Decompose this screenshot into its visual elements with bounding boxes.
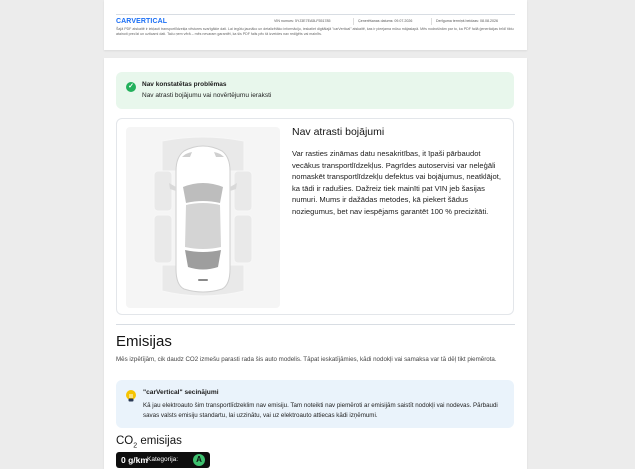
damage-title: Nav atrasti bojājumi xyxy=(292,126,385,138)
section-divider xyxy=(116,324,515,325)
carvertical-verdict-box xyxy=(116,380,514,428)
verdict-text: Kā jau elektroauto šim transportlīdzeklim nav emisiju. Tam noteikti nav piemēroti ar emisijām saistīt nodokļi vai nodevas. Pārbaudi savas valsts emisiju standartu, lai uzzinātu, vai uz elektroauto attiecas kādi izņēmumi. xyxy=(143,402,498,419)
category-label: Kategorija: xyxy=(147,456,179,463)
car-top-view-icon xyxy=(126,127,280,308)
expiry-value: 08.08.2026 xyxy=(479,19,498,23)
co2-value: 0 g/km xyxy=(121,455,148,465)
generated-label: Ģenerēšanas datums: xyxy=(358,19,394,23)
damage-description: Var rasties zināmas datu nesakritības, it īpaši pārbaudot vecākus transportlīdzekļus. Pagrīdes autoservisi var neleģāli nomaskēt transportlīdzekļu defektus vai bojājumus, neatklājot, ka tādi ir radušies. Dažreiz tiek mainīti pat VIN jeb šasijas numuri. Mums ir dažādas metodes, kā piekert šādus noziegumus, bet nav iespējams garantēt 100 % precizitāti. xyxy=(292,149,501,216)
damage-card xyxy=(116,118,514,315)
expiry-label: Derīguma termiņš beidzas: xyxy=(436,19,479,23)
pdf-page-content xyxy=(104,58,527,469)
check-circle-icon: ✓ xyxy=(126,82,136,92)
co2-badge xyxy=(116,452,210,468)
top-divider xyxy=(116,14,515,15)
category-letter: A xyxy=(193,454,205,466)
alert-title: Nav konstatētas problēmas xyxy=(142,81,227,88)
expiry-info xyxy=(436,19,498,23)
pdf-page-header xyxy=(104,0,527,50)
vin-value: 5YJ3E7EA5LF551785 xyxy=(294,19,331,23)
car-diagram xyxy=(126,127,280,308)
lightbulb-icon xyxy=(125,389,137,403)
emissions-title: Emisijas xyxy=(116,333,172,350)
vin-info xyxy=(274,19,331,23)
emissions-description: Mēs izpētījām, cik daudz CO2 izmešu parasti rada šis auto modelis. Tāpat ieskatījāmies, kādi nodokļi vai samaksa var tā dēļ tikt piemērota. xyxy=(116,356,497,363)
alert-text: Nav atrasti bojājumu vai novērtējumu ieraksti xyxy=(142,92,272,99)
generated-info xyxy=(358,19,412,23)
disclaimer-text: Šajā PDF atskaitē ir iekļauti transportlīdzekļa vēstures svarīgākie dati. Lai iegūtu jaunāko un detalizētāko informāciju, ieskatiet digitālajā "carVertical" atskaitē, kas ir pieejama mūsu mājaslapā. Mēs nodrošinām par to, ka PDF failā ģenerācijas brīdī tiktu atainoti precīzi un uzticami dati. Taču ņem vērā – mēs nevaram garantēt, ka šis PDF fails pēc tā izveides nav rediģēts vai mainīts. xyxy=(116,27,514,36)
generated-value: 09.07.2026 xyxy=(394,19,413,23)
brand-logo: CARVERTICAL xyxy=(116,18,168,25)
co2-title: $CO_2$ emisijas xyxy=(116,435,182,450)
verdict-title: "carVertical" secinājumi xyxy=(143,389,219,396)
no-problems-alert xyxy=(116,72,514,109)
vin-label: VIN numurs: xyxy=(274,19,294,23)
